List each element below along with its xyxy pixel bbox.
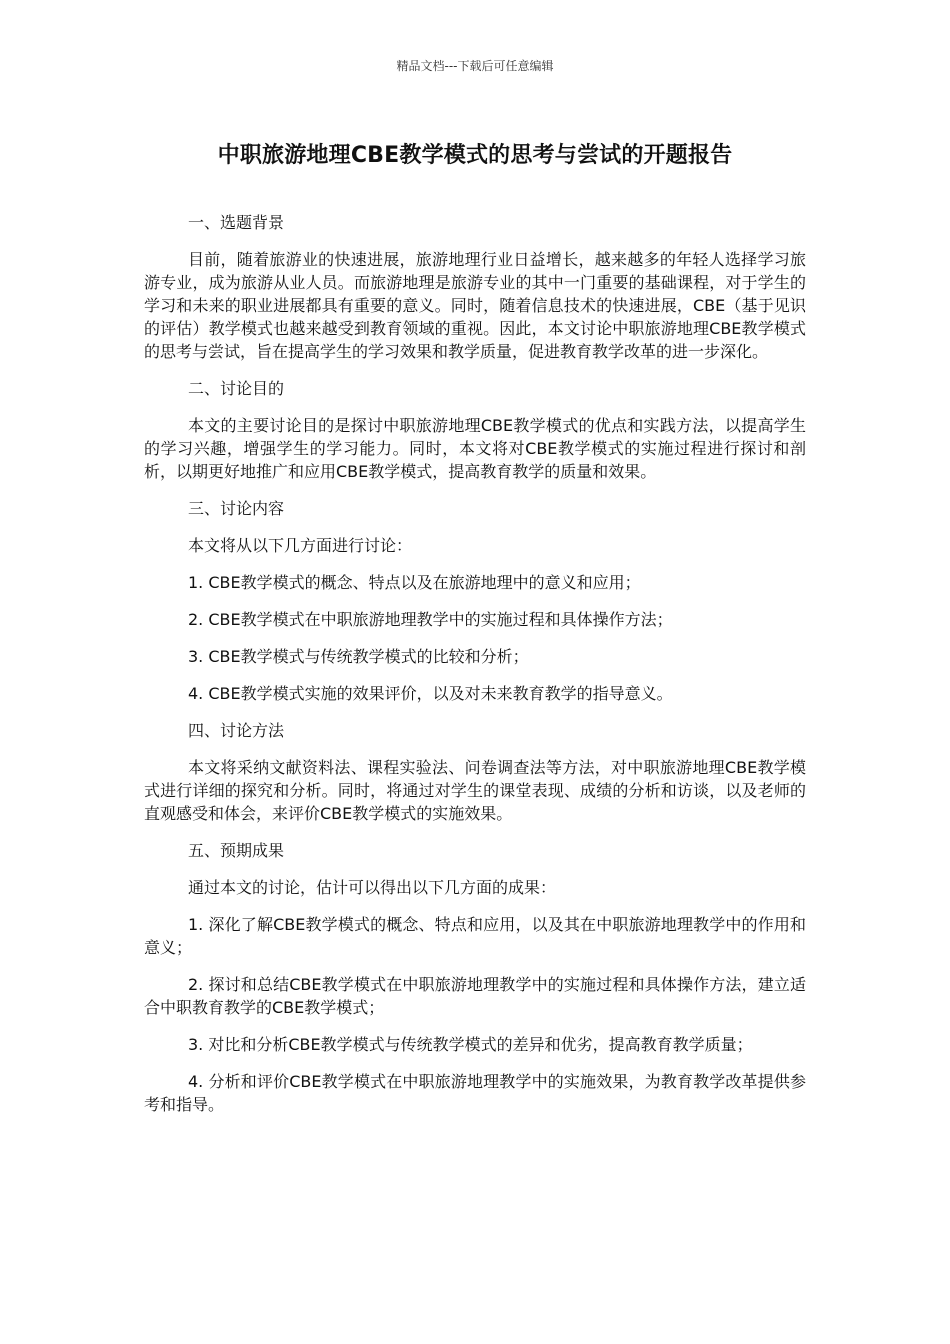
section-heading-method: 四、讨论方法 — [188, 721, 285, 740]
list-item: 1. 深化了解CBE教学模式的概念、特点和应用，以及其在中职旅游地理教学中的作用和意义； — [144, 915, 806, 957]
paragraph-outcomes-intro: 通过本文的讨论，估计可以得出以下几方面的成果： — [188, 878, 557, 897]
paragraph-background: 目前，随着旅游业的快速进展，旅游地理行业日益增长，越来越多的年轻人选择学习旅游专业，成为旅游从业人员。而旅游地理是旅游专业的其中一门重要的基础课程，对于学生的学习和未来的职业进展都具有重要的意义。同时，随着信息技术的快速进展，CBE（基于见识的评估）教学模式也越来越受到教育领域的重视。因此，本文讨论中职旅游地理CBE教学模式的思考与尝试，旨在提高学生的学习效果和教学质量，促进教育教学改革的进一步深化。 — [144, 250, 806, 361]
list-item: 2. CBE教学模式在中职旅游地理教学中的实施过程和具体操作方法； — [188, 610, 673, 629]
list-item: 1. CBE教学模式的概念、特点以及在旅游地理中的意义和应用； — [188, 573, 641, 592]
list-item: 3. 对比和分析CBE教学模式与传统教学模式的差异和优劣，提高教育教学质量； — [188, 1035, 753, 1054]
section-heading-background: 一、选题背景 — [188, 213, 285, 232]
list-item: 4. CBE教学模式实施的效果评价，以及对未来教育教学的指导意义。 — [188, 684, 673, 703]
page-header: 精品文档---下载后可任意编辑 — [396, 59, 554, 73]
list-item: 3. CBE教学模式与传统教学模式的比较和分析； — [188, 647, 529, 666]
paragraph-method: 本文将采纳文献资料法、课程实验法、问卷调查法等方法，对中职旅游地理CBE教学模式进行详细的探究和分析。同时，将通过对学生的课堂表现、成绩的分析和访谈，以及老师的直观感受和体会，来评价CBE教学模式的实施效果。 — [144, 758, 806, 823]
paragraph-purpose: 本文的主要讨论目的是探讨中职旅游地理CBE教学模式的优点和实践方法，以提高学生的学习兴趣，增强学生的学习能力。同时，本文将对CBE教学模式的实施过程进行探讨和剖析，以期更好地推广和应用CBE教学模式，提高教育教学的质量和效果。 — [144, 416, 806, 481]
document-body — [144, 211, 806, 1130]
section-heading-purpose: 二、讨论目的 — [188, 379, 285, 398]
section-heading-outcomes: 五、预期成果 — [188, 841, 285, 860]
list-item: 2. 探讨和总结CBE教学模式在中职旅游地理教学中的实施过程和具体操作方法，建立适合中职教育教学的CBE教学模式； — [144, 975, 806, 1017]
list-item: 4. 分析和评价CBE教学模式在中职旅游地理教学中的实施效果，为教育教学改革提供参考和指导。 — [144, 1072, 806, 1114]
document-title: 中职旅游地理CBE教学模式的思考与尝试的开题报告 — [217, 143, 733, 168]
paragraph-content-intro: 本文将从以下几方面进行讨论： — [188, 536, 413, 555]
section-heading-content: 三、讨论内容 — [188, 499, 285, 518]
